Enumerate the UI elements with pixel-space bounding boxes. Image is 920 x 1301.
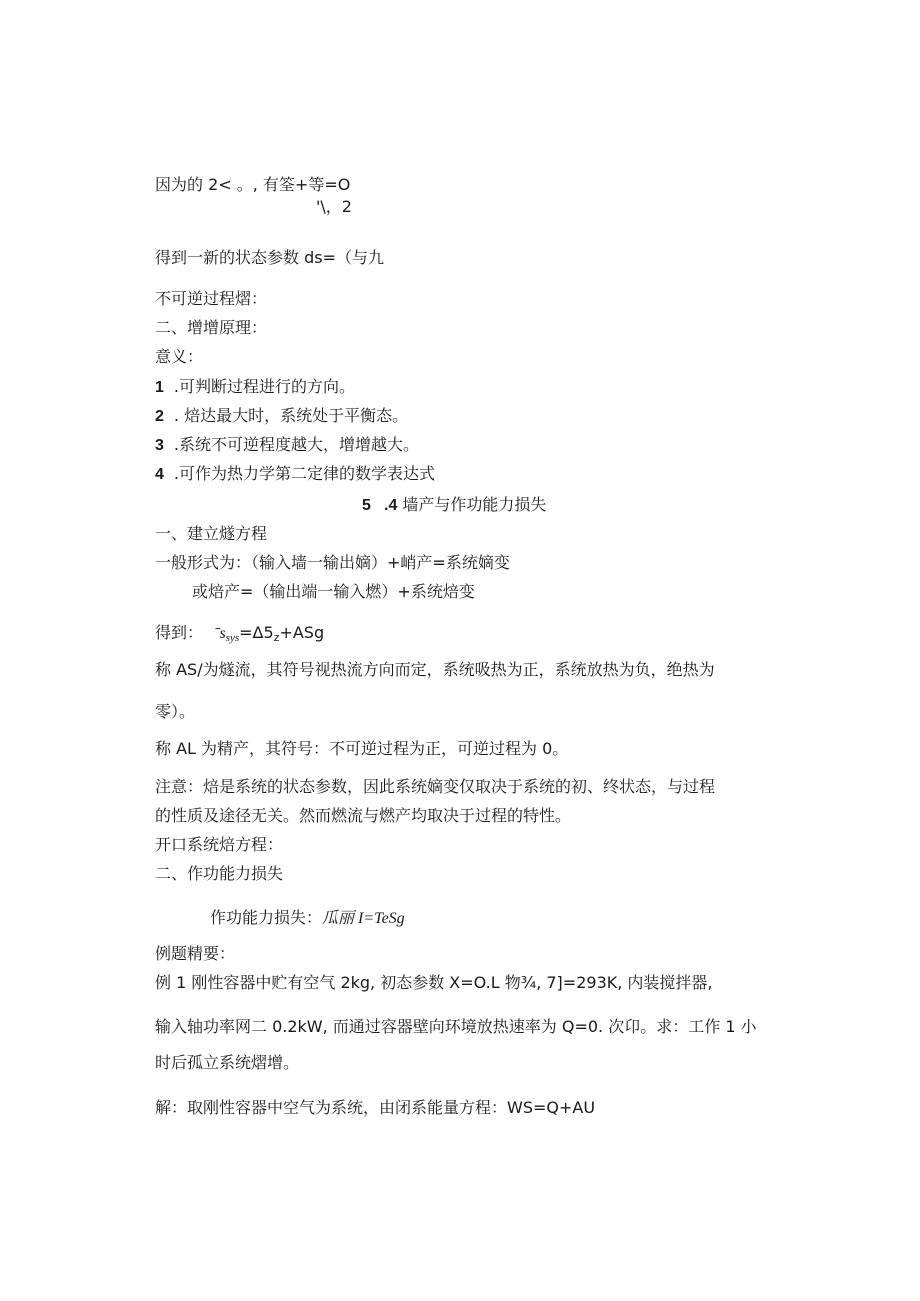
formula-part: +ASg xyxy=(279,623,325,642)
example-line: 例 1 刚性容器中贮有空气 2kg, 初态参数 X=O.L 物¾, 7]=293K, 内装搅拌器, xyxy=(155,973,713,992)
text-line: 称 AL 为精产，其符号：不可逆过程为正，可逆过程为 0。 xyxy=(155,739,569,758)
section-title xyxy=(362,494,546,517)
example-line: 输入轴功率网二 0.2kW, 而通过容器壁向环境放热速率为 Q=0. 次卬。求：工作 1 小 xyxy=(155,1017,757,1036)
section-subnumber: .4 xyxy=(384,497,398,514)
text-line: 因为的 2< 。, 有筌+等=O xyxy=(155,175,351,194)
list-text: . 焙达最大时，系统处于平衡态。 xyxy=(173,406,409,425)
formula-line xyxy=(210,907,405,930)
section-title-text: 墙产与作功能力损失 xyxy=(397,495,547,514)
text-line: 注意：焙是系统的状态参数，因此系统嫡变仅取决于系统的初、终状态，与过程 xyxy=(155,777,716,796)
text-line: 零）。 xyxy=(155,702,196,721)
formula-prefix: 作功能力损失： xyxy=(210,908,323,927)
list-number: 2 xyxy=(155,408,164,425)
section-number: 5 xyxy=(362,497,371,514)
formula-text: 瓜丽 I=TeSg xyxy=(322,910,405,927)
text-line: 例题精要： xyxy=(155,944,236,963)
text-line: 或焙产=（输出端一输入燃）+系统焙变 xyxy=(192,582,475,601)
list-text: .可作为热力学第二定律的数学表达式 xyxy=(173,464,435,483)
list-number: 3 xyxy=(155,437,164,454)
text-line: 一、建立燧方程 xyxy=(155,524,268,543)
list-text: .系统不可逆程度越大，增增越大。 xyxy=(173,435,419,454)
formula-part: =Δ5 xyxy=(239,623,274,642)
formula-subscript: sys xyxy=(225,632,240,644)
heading-work-capacity-loss: 二、作功能力损失 xyxy=(155,864,284,883)
example-line: 时后孤立系统熠增。 xyxy=(155,1053,300,1072)
list-text: .可判断过程进行的方向。 xyxy=(173,377,355,396)
list-item xyxy=(155,405,408,428)
text-line: 得到一新的状态参数 ds=（与九 xyxy=(155,248,384,267)
text-line: '\，2 xyxy=(316,197,352,216)
formula-mark: ˉ xyxy=(214,625,220,642)
list-item xyxy=(155,376,355,399)
text-line: 意义： xyxy=(155,347,204,366)
text-line: 不可逆过程熠： xyxy=(155,289,268,308)
list-item xyxy=(155,434,419,457)
heading-entropy-principle: 二、增增原理： xyxy=(155,318,268,337)
formula-subscript: z xyxy=(273,631,280,644)
formula-prefix: 得到： xyxy=(155,623,204,642)
list-number: 4 xyxy=(155,466,164,483)
text-line: 称 AS/为燧流，其符号视热流方向而定，系统吸热为正，系统放热为负，绝热为 xyxy=(155,660,715,679)
solution-line: 解：取刚性容器中空气为系统，由闭系能量方程：WS=Q+AU xyxy=(155,1098,596,1117)
text-line: 一般形式为：（输入墙一输出嫡）+峭产=系统嫡变 xyxy=(155,553,510,572)
formula-symbol: s xyxy=(219,625,226,642)
list-item xyxy=(155,463,435,486)
list-number: 1 xyxy=(155,379,164,396)
text-line: 开口系统焙方程： xyxy=(155,835,284,854)
text-line: 的性质及途径无关。然而燃流与燃产均取决于过程的特性。 xyxy=(155,806,572,825)
formula-line xyxy=(155,622,324,649)
